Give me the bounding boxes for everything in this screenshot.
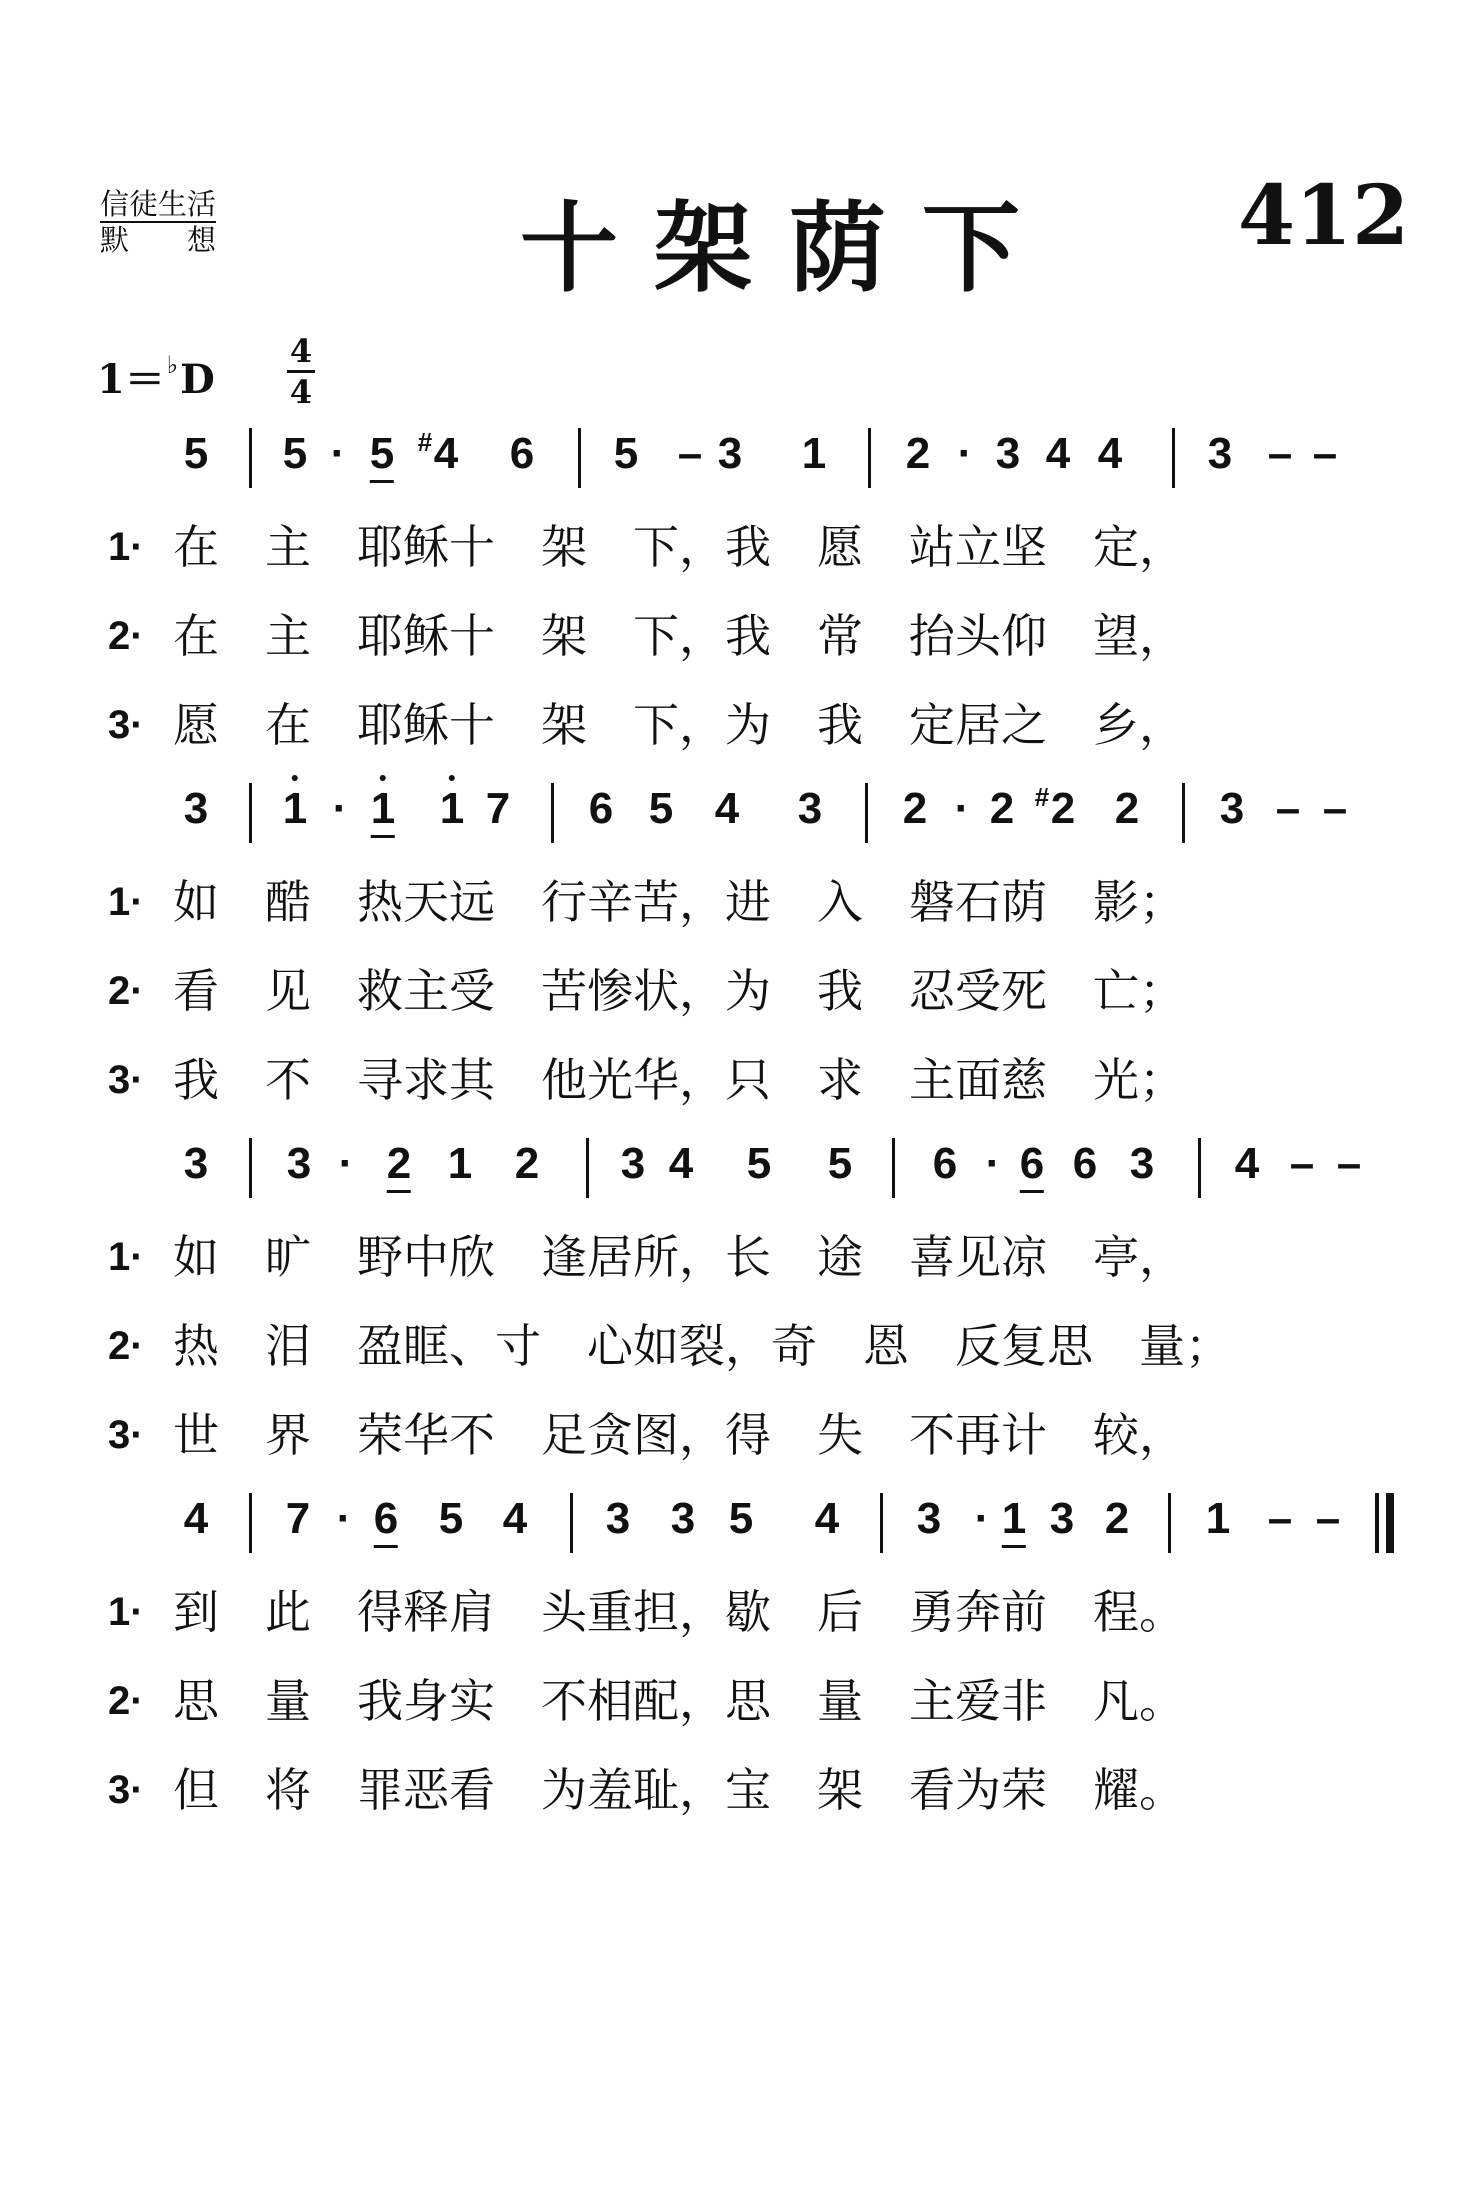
lyric-line: 如 酷 热天远 行辛苦，进 入 磐石荫 影；	[173, 875, 1185, 929]
note: 5	[728, 1494, 754, 1543]
verse-number: 2·	[108, 1679, 144, 1723]
barline	[1172, 428, 1175, 488]
note: 6	[1072, 1139, 1098, 1188]
note: 6	[509, 429, 535, 478]
note: ·	[338, 1139, 354, 1188]
note: 5	[613, 429, 639, 478]
note: 6	[374, 1497, 398, 1548]
verse-number: 1·	[108, 1590, 144, 1634]
note: 2 #	[1051, 787, 1075, 831]
note: 1	[371, 787, 395, 838]
lyric-line: 在 主 耶稣十 架 下，我 常 抬头仰 望，	[173, 609, 1185, 663]
barline	[570, 1493, 573, 1553]
hymn-title: 十架荫下	[520, 191, 1057, 306]
verse-number: 2·	[108, 1324, 144, 1368]
note: 5	[827, 1139, 853, 1188]
verse-number: 3·	[108, 1058, 144, 1102]
note: 4	[814, 1494, 840, 1543]
note: –	[1267, 1494, 1293, 1543]
note: 1	[1002, 1497, 1026, 1548]
octave-dot	[292, 775, 298, 781]
note: –	[1289, 1139, 1315, 1188]
note: ·	[985, 1139, 1001, 1188]
verse-number: 1·	[108, 525, 144, 569]
note: 4	[1097, 429, 1123, 478]
verse-number: 1·	[108, 1235, 144, 1279]
note: 4	[1234, 1139, 1260, 1188]
barline	[1182, 783, 1185, 843]
note: 3	[183, 1139, 209, 1188]
note: 7	[285, 1494, 311, 1543]
note: 3	[1207, 429, 1233, 478]
lyric-line: 我 不 寻求其 他光华，只 求 主面慈 光；	[173, 1053, 1185, 1107]
lyric-line: 看 见 救主受 苦惨状，为 我 忍受死 亡；	[173, 964, 1185, 1018]
barline	[249, 783, 252, 843]
note: 4	[1045, 429, 1071, 478]
note: 2	[905, 429, 931, 478]
note: 2	[387, 1142, 411, 1193]
verse-number: 3·	[108, 1413, 144, 1457]
note: 1	[447, 1139, 473, 1188]
note: 4	[502, 1494, 528, 1543]
hymn-number: 412	[1238, 168, 1410, 264]
note: –	[1267, 429, 1293, 478]
verse-number: 2·	[108, 614, 144, 658]
note: –	[677, 429, 703, 478]
note: 3	[1129, 1139, 1155, 1188]
note: 6	[932, 1139, 958, 1188]
note: 1	[440, 787, 464, 831]
note: ·	[332, 784, 348, 833]
note: –	[1275, 784, 1301, 833]
lyric-line: 但 将 罪恶看 为羞耻，宝 架 看为荣 耀。	[173, 1763, 1185, 1817]
barline	[865, 783, 868, 843]
barline	[868, 428, 871, 488]
barline	[586, 1138, 589, 1198]
note: 3	[995, 429, 1021, 478]
note: –	[1336, 1139, 1362, 1188]
note: 1	[283, 787, 307, 831]
note: 2	[514, 1139, 540, 1188]
sharp-sign: #	[417, 427, 433, 457]
note: 1	[1205, 1494, 1231, 1543]
note: 5	[648, 784, 674, 833]
barline	[578, 428, 581, 488]
note: 4	[714, 784, 740, 833]
lyric-line: 世 界 荣华不 足贪图，得 失 不再计 较，	[173, 1408, 1185, 1462]
note: 3	[916, 1494, 942, 1543]
barline	[551, 783, 554, 843]
note: 6	[1020, 1142, 1044, 1193]
note: 4 #	[434, 432, 458, 476]
note: –	[1312, 429, 1338, 478]
note: 3	[670, 1494, 696, 1543]
note: 3	[286, 1139, 312, 1188]
lyric-line: 如 旷 野中欣 逢居所，长 途 喜见凉 亭，	[173, 1230, 1185, 1284]
note: 7	[485, 784, 511, 833]
lyric-line: 思 量 我身实 不相配，思 量 主爱非 凡。	[173, 1674, 1185, 1728]
note: –	[1315, 1494, 1341, 1543]
note: 3	[1049, 1494, 1075, 1543]
note: 3	[717, 429, 743, 478]
note: 5	[370, 432, 394, 483]
lyric-line: 热 泪 盈眶、寸 心如裂，奇 恩 反复思 量；	[173, 1319, 1231, 1373]
note: 2	[902, 784, 928, 833]
barline	[1168, 1493, 1171, 1553]
note: 5	[746, 1139, 772, 1188]
lyric-line: 到 此 得释肩 头重担，歇 后 勇奔前 程。	[173, 1585, 1185, 1639]
note: 2	[1104, 1494, 1130, 1543]
note: 4	[668, 1139, 694, 1188]
note: ·	[954, 784, 970, 833]
verse-number: 2·	[108, 969, 144, 1013]
sharp-sign: #	[1034, 782, 1050, 812]
barline	[249, 1138, 252, 1198]
verse-number: 3·	[108, 703, 144, 747]
barline	[1198, 1138, 1201, 1198]
note: 3	[183, 784, 209, 833]
note: 3	[605, 1494, 631, 1543]
octave-dot	[449, 775, 455, 781]
note: ·	[330, 429, 346, 478]
lyric-line: 在 主 耶稣十 架 下，我 愿 站立坚 定，	[173, 520, 1185, 574]
note: 2	[989, 784, 1015, 833]
barline	[892, 1138, 895, 1198]
category-label: 信徒生活	[100, 187, 217, 221]
final-barline	[1375, 1493, 1379, 1553]
note: 5	[183, 429, 209, 478]
time-signature: 4 4	[287, 334, 315, 409]
barline	[249, 428, 252, 488]
verse-number: 3·	[108, 1768, 144, 1812]
note: ·	[957, 429, 973, 478]
flat-sign: ♭	[166, 349, 179, 379]
note: 5	[282, 429, 308, 478]
barline	[249, 1493, 252, 1553]
note: 1	[801, 429, 827, 478]
subcategory-label: 默 想	[100, 223, 217, 257]
final-barline-thick	[1386, 1493, 1394, 1553]
note: –	[1322, 784, 1348, 833]
lyric-line: 愿 在 耶稣十 架 下，为 我 定居之 乡，	[173, 698, 1185, 752]
note: 5	[438, 1494, 464, 1543]
note: ·	[974, 1494, 990, 1543]
note: 4	[183, 1494, 209, 1543]
verse-number: 1·	[108, 880, 144, 924]
key-signature: 1＝♭D	[97, 349, 215, 403]
note: 3	[1219, 784, 1245, 833]
barline	[880, 1493, 883, 1553]
octave-dot	[380, 775, 386, 781]
note: 2	[1114, 784, 1140, 833]
note: ·	[336, 1494, 352, 1543]
note: 3	[797, 784, 823, 833]
note: 3	[620, 1139, 646, 1188]
note: 6	[588, 784, 614, 833]
